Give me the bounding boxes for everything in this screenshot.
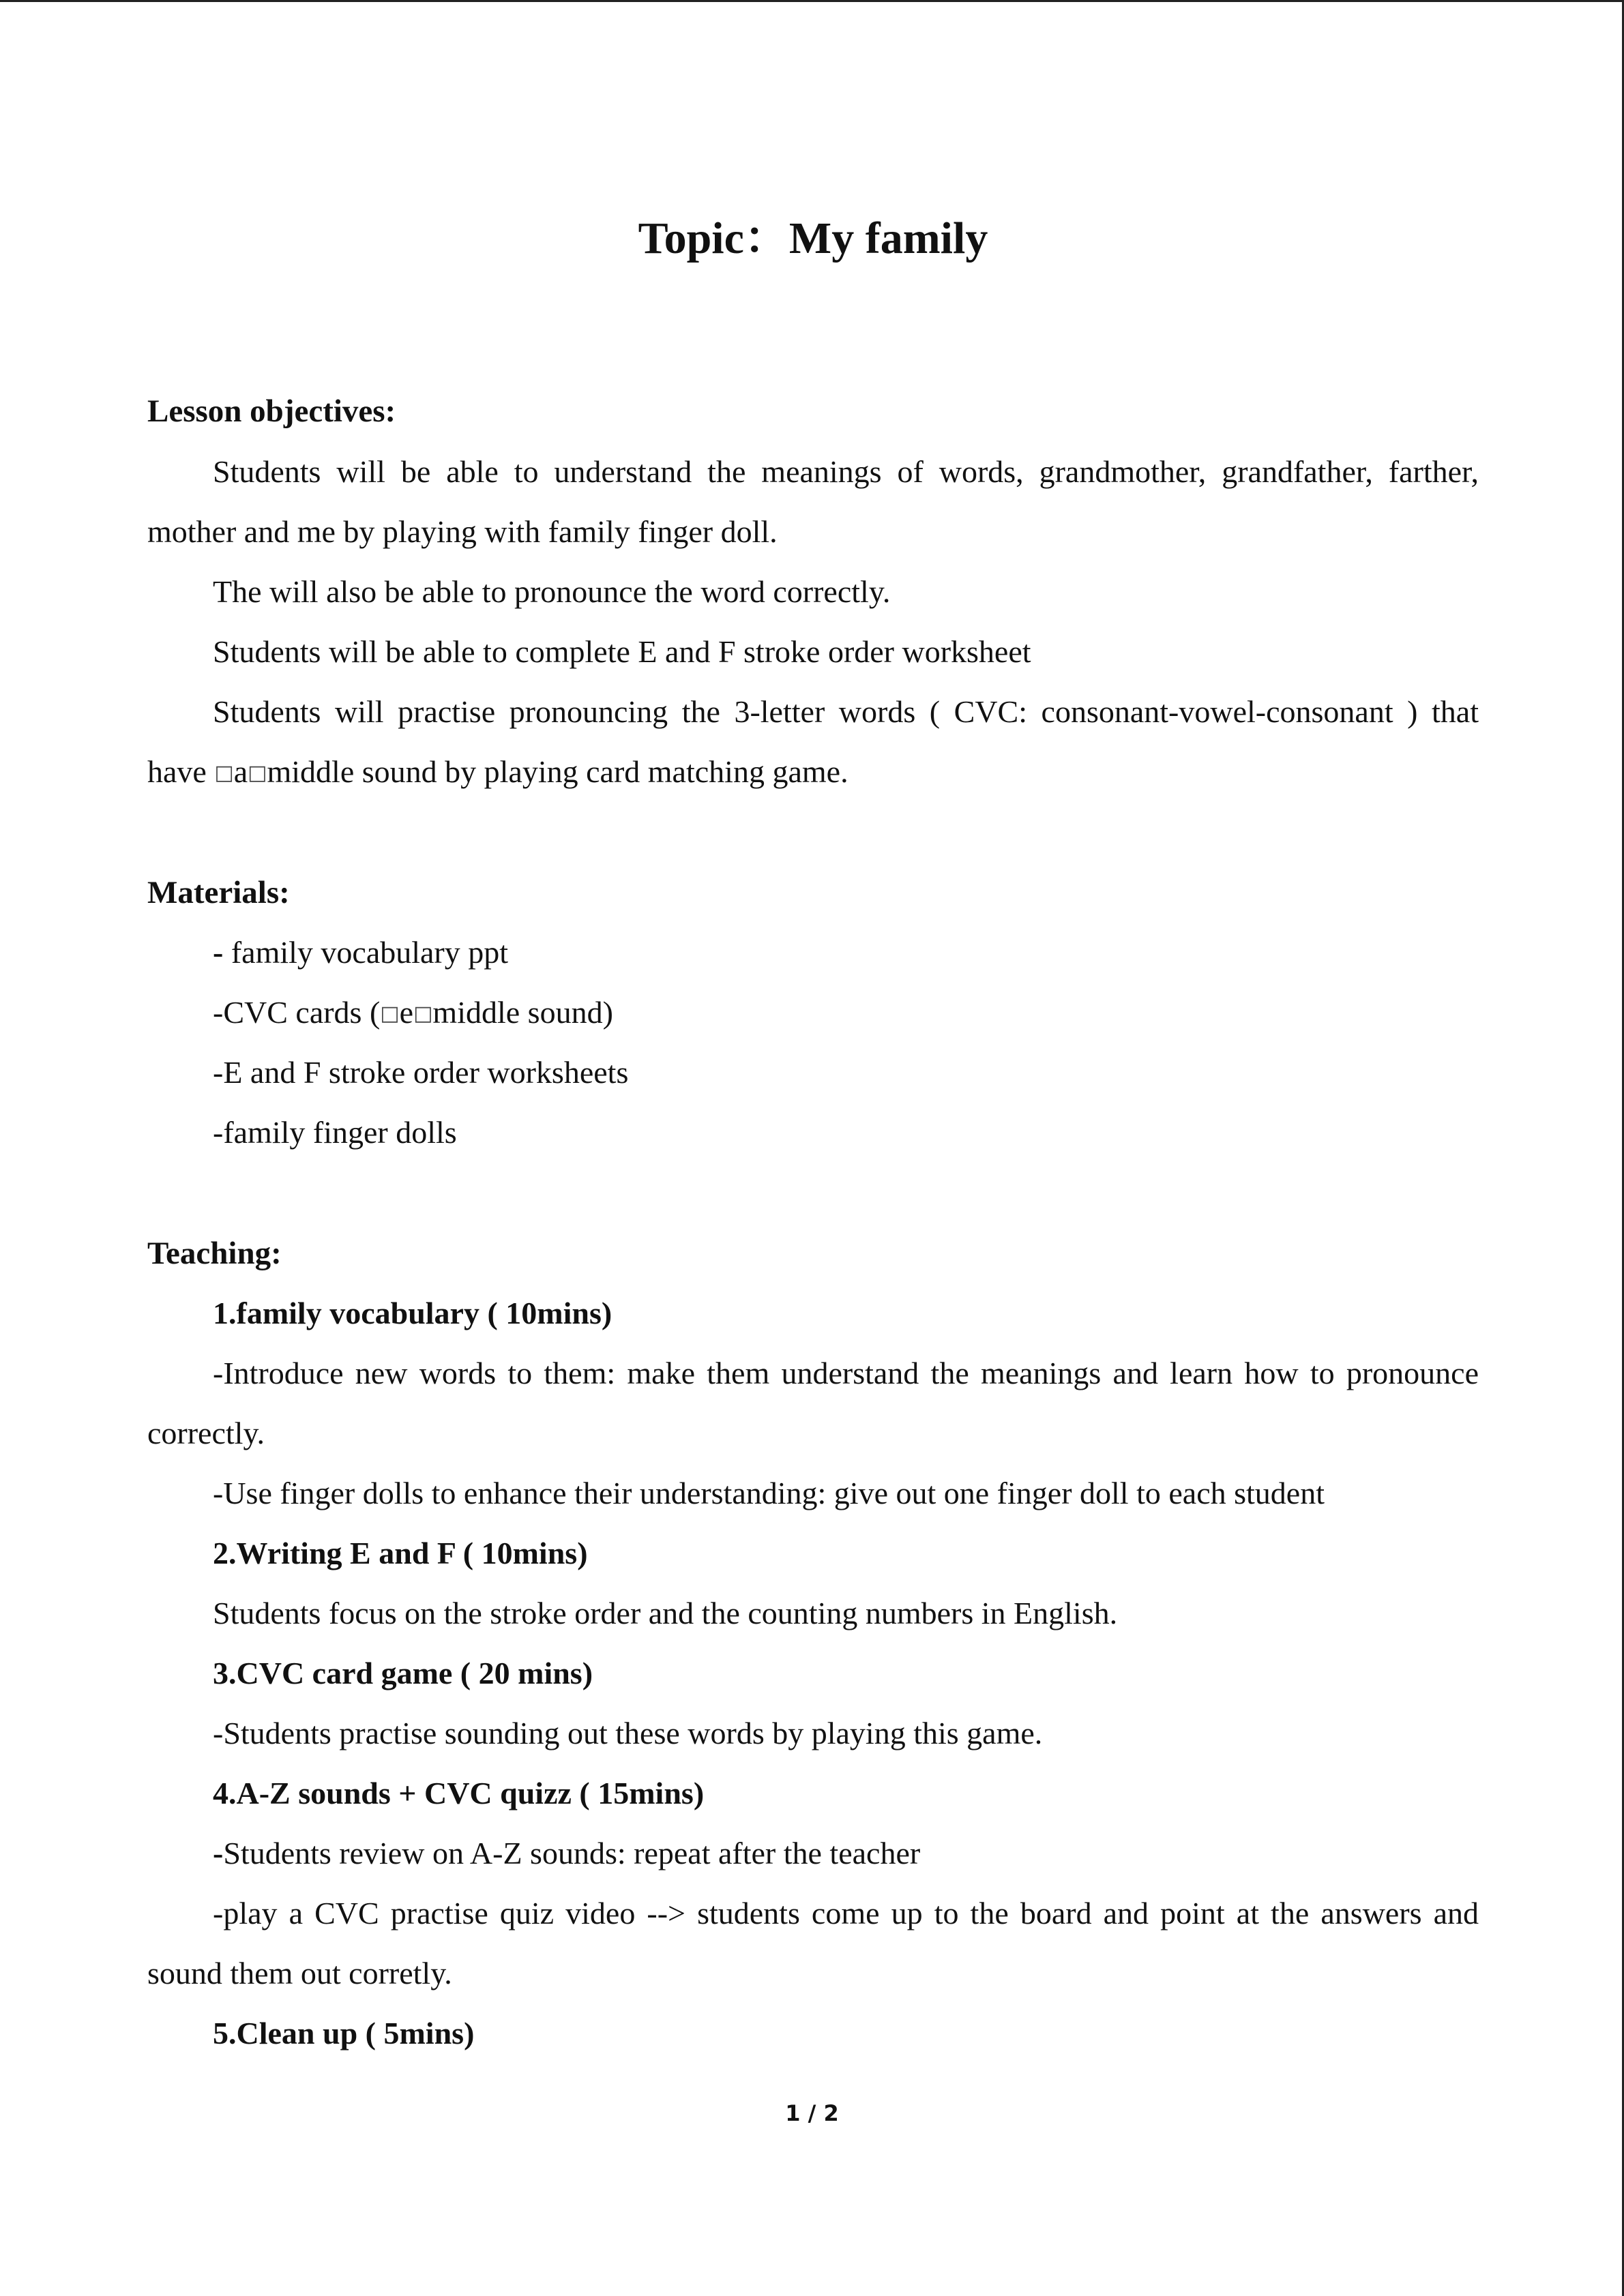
teaching-step-4-line-2: -play a CVC practise quiz video --> students come up to the board and point at the answers and [213,1896,1479,1930]
teaching-step-3-title: 3.CVC card game ( 20 mins) [213,1656,593,1690]
objectives-paragraph-1-line-2: mother and me by playing with family finger doll. [147,514,778,549]
materials-heading: Materials: [147,875,290,910]
objectives-heading: Lesson objectives: [147,393,396,429]
teaching-step-4-line-3: sound them out corretly. [147,1956,452,1991]
text-run: middle sound) [432,995,613,1030]
teaching-step-4-line-1 [147,1833,1479,1874]
teaching-step-1-line-2: correctly. [147,1416,265,1450]
list-item-text: family vocabulary ppt [223,935,509,970]
list-dash: - [213,935,224,970]
materials-item-1 [147,932,1479,973]
objectives-paragraph-3: Students will be able to complete E and F stroke order worksheet [213,634,1031,669]
text-run: have [147,754,215,789]
objectives-paragraph-2: The will also be able to pronounce the word correctly. [213,574,891,609]
objectives-paragraph-4-line-2 [147,751,1479,794]
teaching-step-1-line-3: -Use finger dolls to enhance their understanding: give out one finger doll to each student [213,1476,1325,1510]
teaching-heading: Teaching: [147,1236,282,1271]
page-number: 1 / 2 [785,2100,839,2126]
missing-glyph-icon: □ [413,1002,433,1026]
teaching-step-1-title: 1.family vocabulary ( 10mins) [213,1296,612,1330]
teaching-step-3-line-1: -Students practise sounding out these words by playing this game. [213,1716,1043,1750]
teaching-step-2-line-1: Students focus on the stroke order and the counting numbers in English. [213,1596,1118,1630]
page-title: Topic：My family [638,213,988,263]
teaching-step-4-title: 4.A-Z sounds + CVC quizz ( 15mins) [213,1776,705,1810]
missing-glyph-icon: □ [380,1002,400,1026]
teaching-step-2-title: 2.Writing E and F ( 10mins) [213,1536,588,1570]
materials-item-2 [147,992,1479,1034]
materials-item-4: -family finger dolls [213,1115,457,1150]
teaching-step-1-line-1: -Introduce new words to them: make them understand the meanings and learn how to pronounce [213,1356,1479,1390]
sound-letter-a: a [233,754,248,789]
list-item-text: Students review on A-Z sounds: repeat after the teacher [223,1836,921,1870]
missing-glyph-icon: □ [214,761,234,785]
text-run: -CVC cards ( [213,995,381,1030]
teaching-step-5-title: 5.Clean up ( 5mins) [213,2016,475,2051]
text-run: middle sound by playing card matching game. [267,754,848,789]
page-top-border [0,0,1624,2]
objectives-paragraph-1-line-1: Students will be able to understand the meanings of words, grandmother, grandfather, farther, [213,454,1479,489]
sound-letter-e: e [399,995,414,1030]
objectives-paragraph-4-line-1: Students will practise pronouncing the 3-letter words ( CVC: consonant-vowel-consonant ) that [213,694,1479,729]
missing-glyph-icon: □ [248,761,267,785]
materials-item-3: -E and F stroke order worksheets [213,1055,629,1090]
list-dash: - [213,1836,224,1870]
